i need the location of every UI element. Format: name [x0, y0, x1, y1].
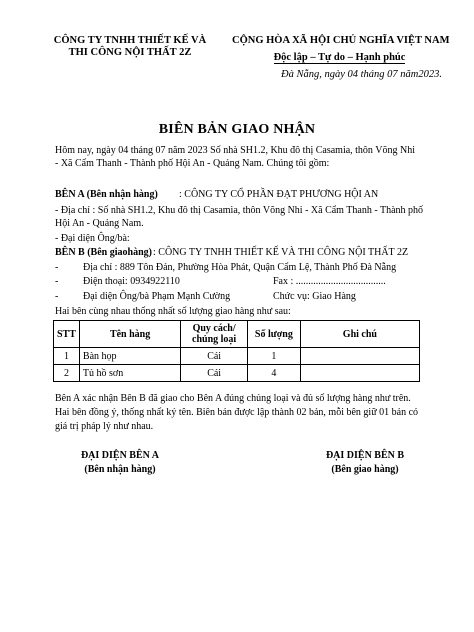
party-a-label: BÊN A (Bên nhận hàng): [55, 189, 158, 200]
cell-name: Tủ hồ sơn: [79, 365, 180, 382]
national-title: CỘNG HÒA XÃ HỘI CHỦ NGHĨA VIỆT NAM: [232, 35, 450, 46]
header-name: Tên hàng: [79, 321, 180, 348]
signature-a-subtitle: (Bên nhận hàng): [84, 464, 156, 475]
cell-stt: 2: [54, 365, 80, 382]
cell-stt: 1: [54, 348, 80, 365]
party-b-name: : CÔNG TY TNHH THIẾT KẾ VÀ THI CÔNG NỘI THẤT 2Z: [153, 247, 409, 258]
cell-spec: Cái: [181, 365, 248, 382]
table-header-row: [54, 321, 420, 348]
signature-b-title: ĐẠI DIỆN BÊN B: [325, 450, 405, 461]
party-a-name: : CÔNG TY CỔ PHẦN ĐẠT PHƯƠNG HỘI AN: [179, 189, 379, 200]
party-b-fax: Fax : ....................................: [273, 276, 386, 287]
national-motto: [232, 52, 447, 64]
signature-a-title: ĐẠI DIỆN BÊN A: [80, 450, 160, 461]
table-row: [54, 348, 420, 365]
signature-b-subtitle: (Bên giao hàng): [331, 464, 399, 475]
company-name-line2: THI CÔNG NỘI THẤT 2Z: [68, 47, 192, 58]
party-a-address-line-2: Hội An - Quảng Nam.: [55, 218, 144, 229]
cell-qty: 4: [247, 365, 300, 382]
cell-note: [300, 348, 419, 365]
closing-line-2: Hai bên đồng ý, thống nhất ký tên. Biên bản được lập thành 02 bản, mỗi bên giữ 01 bản có: [55, 407, 419, 418]
cell-name: Bàn họp: [79, 348, 180, 365]
header-spec: [181, 321, 248, 348]
party-b-phone-dash: -: [55, 276, 59, 287]
table-row: [54, 365, 420, 382]
header-spec-line1: Quy cách/: [192, 323, 236, 334]
cell-spec: Cái: [181, 348, 248, 365]
place-date: Đà Nẵng, ngày 04 tháng 07 năm2023.: [281, 69, 442, 80]
party-b-representative: Đại diện Ông/bà Phạm Mạnh Cường: [83, 291, 231, 302]
party-b-label: BÊN B (Bên giaohàng): [55, 247, 152, 258]
agreement-text: Hai bên cùng nhau thống nhất số lượng giao hàng như sau:: [55, 306, 291, 317]
document-title: BIÊN BẢN GIAO NHẬN: [158, 122, 316, 137]
company-name-line1: CÔNG TY TNHH THIẾT KẾ VÀ: [53, 35, 207, 46]
header-spec-line2: chủng loại: [192, 334, 237, 345]
motto-text: Độc lập – Tự do – Hạnh phúc: [273, 52, 406, 63]
cell-note: [300, 365, 419, 382]
party-a-address-line-1: - Địa chỉ : Số nhà SH1.2, Khu đô thị Casamia, thôn Võng Nhi - Xã Cẩm Thanh - Thành phố: [55, 205, 424, 216]
closing-line-1: Bên A xác nhận Bên B đã giao cho Bên A đúng chủng loại và đủ số lượng hàng như trên.: [55, 393, 411, 404]
header-stt: STT: [54, 321, 80, 348]
party-b-phone: Điện thoại: 0934922110: [83, 276, 180, 287]
closing-line-3: giá trị pháp lý như nhau.: [55, 421, 154, 432]
party-a-representative: - Đại diện Ông/bà:: [55, 233, 130, 244]
goods-table: [53, 320, 420, 382]
party-b-address: Địa chỉ : 889 Tôn Đản, Phường Hòa Phát, Quận Cẩm Lệ, Thành Phố Đà Nẵng: [83, 262, 397, 273]
header-note: Ghi chú: [300, 321, 419, 348]
header-qty: Số lượng: [247, 321, 300, 348]
cell-qty: 1: [247, 348, 300, 365]
intro-line-2: - Xã Cẩm Thanh - Thành phố Hội An - Quảng Nam. Chúng tôi gồm:: [55, 158, 330, 169]
party-b-rep-dash: -: [55, 291, 59, 302]
intro-line-1: Hôm nay, ngày 04 tháng 07 năm 2023 Số nhà SH1.2, Khu đô thị Casamia, thôn Võng Nhi: [55, 145, 415, 156]
party-b-address-dash: -: [55, 262, 59, 273]
party-b-position: Chức vụ: Giao Hàng: [273, 291, 356, 302]
